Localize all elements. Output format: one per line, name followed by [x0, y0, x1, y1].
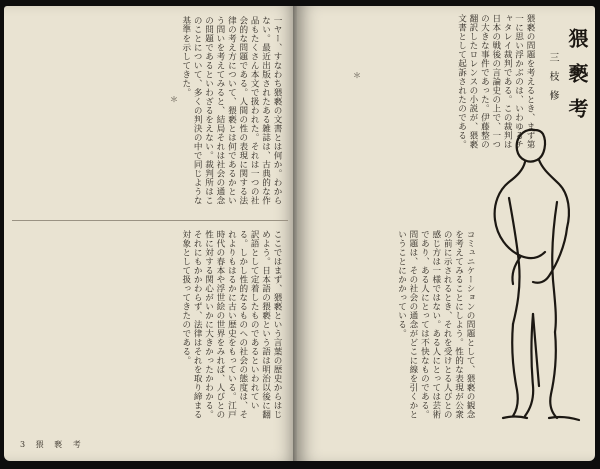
- left-upper-text: [12, 16, 282, 208]
- text-line: ではない。ある人にとっては芸術であり、ある人にとっては不快なものである。: [419, 230, 441, 419]
- figure-illustration: [473, 124, 589, 424]
- article-title: 猥 褻 考: [565, 28, 589, 122]
- text-line: 性的な表現が公衆の前に示されるとき、それを受けとる人びとの感じ方は一様: [430, 230, 464, 419]
- left-lower-text: [12, 230, 282, 420]
- text-line: を考えてみると、結局それは社会の通念の問題であるといわざるをえない。: [203, 16, 225, 205]
- column-divider: [12, 220, 288, 221]
- section-mark: ＊: [170, 95, 178, 104]
- text-line: コミュニケーションの問題として、猥褻の観念を考えてみることにしよう。: [453, 230, 475, 419]
- text-line: 浮世絵の世界をみれば、人びとの性に対する関心がいかに大きかったかわかる。: [203, 230, 225, 419]
- text-line: 裁判である。この裁判は日本の戦後の言論史の上で、一つの大きな事件であった。: [479, 14, 513, 149]
- text-line: 明治以後に翻訳語として定着したものであるといわれている。しかし性的なるもの: [237, 230, 271, 419]
- author-name: 三 枝 修: [547, 52, 558, 104]
- text-line: ここではまず、猥褻という言葉の歴史からはじめよう。日本語の猥褻という語は: [260, 230, 282, 419]
- text-line: 問題は、その社会の通念がどこに線を引くかということにかかっている。: [396, 230, 418, 419]
- text-line: 人間の性の表現に関する法律の考え方について、猥褻とは何であるかという問い: [214, 16, 248, 205]
- text-line: への社会の態度は、それよりもはるかに古い歴史をもっている。江戸時代の春本や: [214, 230, 248, 419]
- left-page: [4, 6, 297, 461]
- text-line: 猥褻の問題を考えるとき、まず第一に思い浮かぶのは、いわゆるチャタレイ: [502, 14, 535, 149]
- right-lower-text: [309, 230, 475, 426]
- text-line: 古典的な作品もたくさん本文で扱われた。それは一つの社会的な問題である。: [237, 16, 271, 205]
- text-line: 裁判所はこのことについて、多くの判決の中で同じような基準を示してきた。: [180, 16, 214, 205]
- right-page: [297, 6, 595, 461]
- running-foot: 3 猥 褻 考: [20, 440, 85, 449]
- text-line: 一ヤー、すなわち猥褻の文書とは何か。わからない。最近出版されたある雑誌は、: [260, 16, 282, 205]
- text-line: それにもかかわらず、法律はそれを取り締まる対象として扱ってきたのである。: [180, 230, 203, 419]
- text-line: 伊藤整の翻訳したロレンスの小説が、猥褻文書として起訴されたのである。: [456, 14, 490, 149]
- section-mark: ＊: [353, 71, 361, 80]
